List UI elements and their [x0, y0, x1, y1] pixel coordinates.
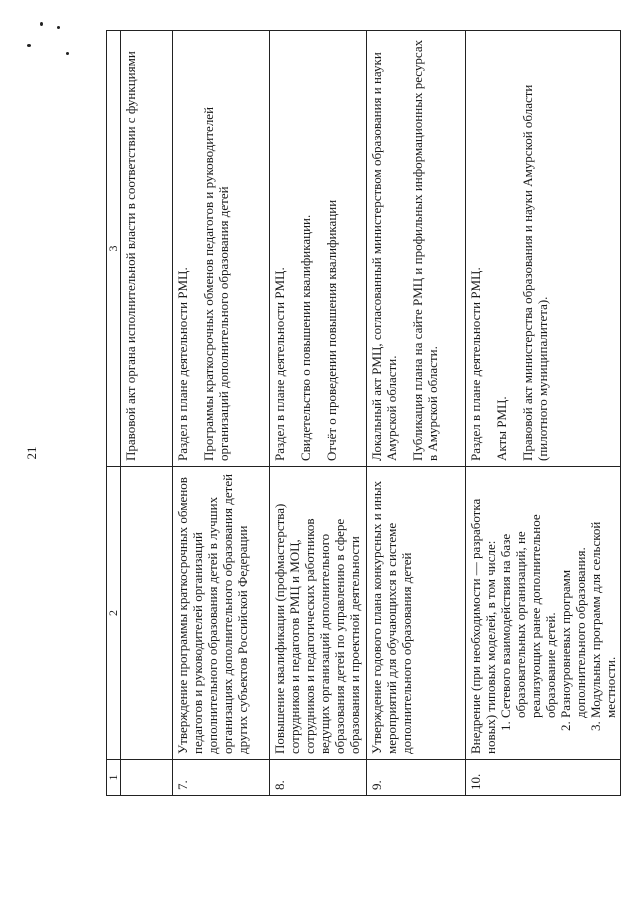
scan-speck — [66, 52, 69, 55]
activity-cell — [121, 467, 173, 760]
scan-speck — [40, 22, 43, 26]
scan-speck — [57, 26, 60, 29]
documents-cell — [121, 31, 173, 467]
document-entry: Раздел в плане деятельности РМЦ. — [175, 267, 190, 461]
document-entry: Правовой акт органа исполнительной власти в соответствии с функциями — [123, 51, 138, 461]
row-number: 8. — [270, 760, 367, 796]
document-entry: Акты РМЦ. — [494, 396, 509, 461]
activity-cell: Повышение квалификации (профмастерства) сотрудников и педагогов РМЦ и МОЦ, сотрудников и педагогических работников ведущих организаций дополнительного образования детей по управлению в сфере образования и проектной деятельности — [270, 467, 367, 760]
list-item: 1. Сетевого взаимодействия на базе образовательных организаций, не реализующих ранее дополнительное образование детей. — [498, 472, 558, 718]
table-row — [270, 31, 367, 796]
row-number: 10. — [466, 760, 621, 796]
row-number: 9. — [367, 760, 466, 796]
document-entry: Раздел в плане деятельности РМЦ. — [468, 267, 483, 461]
scan-speck — [27, 44, 31, 47]
row-number: 7. — [173, 760, 270, 796]
page-number: 21 — [24, 446, 39, 460]
document-entry: Программы краткосрочных обменов педагогов и руководителей организаций дополнительного образования детей — [201, 106, 231, 461]
activity-intro: Внедрение (при необходимости — разработка новых) типовых моделей, в том числе: — [468, 498, 498, 754]
table-row — [121, 31, 173, 796]
document-entry: Публикация плана на сайте РМЦ и профильных информационных ресурсах в Амурской области. — [410, 39, 440, 461]
row-number — [121, 760, 173, 796]
document-entry: Свидетельство о повышении квалификации. — [298, 214, 313, 461]
table-row — [466, 31, 621, 796]
documents-cell — [173, 31, 270, 467]
column-header-number: 1 — [107, 760, 121, 796]
document-entry: Отчёт о проведении повышения квалификации — [324, 199, 339, 461]
document-entry: Раздел в плане деятельности РМЦ. — [272, 267, 287, 461]
documents-cell — [367, 31, 466, 467]
documents-cell — [270, 31, 367, 467]
document-entry: Локальный акт РМЦ, согласованный министерством образования и науки Амурской области. — [369, 52, 399, 461]
column-header-activity: 2 — [107, 467, 121, 760]
activity-cell: Утверждение годового плана конкурсных и иных мероприятий для обучающихся в системе дополнительного образования детей — [367, 467, 466, 760]
documents-cell — [466, 31, 621, 467]
document-entry: Правовой акт министерства образования и науки Амурской области (пилотного муниципалитета). — [520, 84, 550, 461]
activity-cell — [466, 467, 621, 760]
table-row — [173, 31, 270, 796]
activity-cell: Утверждение программы краткосрочных обменов педагогов и руководителей организаций дополнительного образования детей в лучших организациях дополнительного образования детей других субъектов Российской Федерации — [173, 467, 270, 760]
column-header-documents: 3 — [107, 31, 121, 467]
rotated-table-wrapper — [106, 31, 618, 796]
list-item: 3. Модульных программ для сельской местности. — [588, 472, 618, 718]
models-list — [498, 472, 618, 754]
list-item: 2. Разноуровневых программ дополнительного образования. — [558, 472, 588, 718]
activities-table — [106, 30, 621, 796]
table-row — [367, 31, 466, 796]
table-header-row — [107, 31, 121, 796]
